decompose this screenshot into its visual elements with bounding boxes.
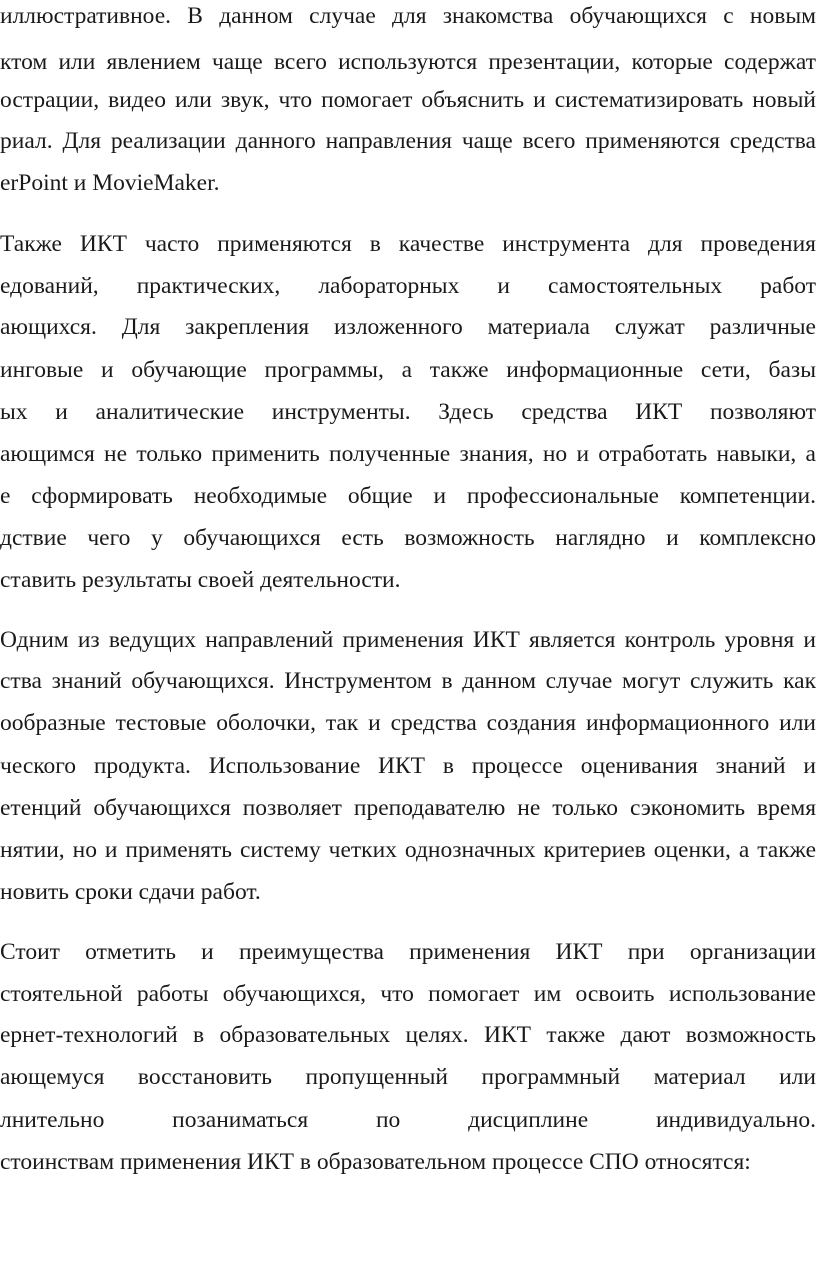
text-line: риал. Для реализации данного направления чаще всего применяются средства [0,128,816,154]
text-line: ернет-технологий в образовательных целях. ИКТ также дают возможность [0,1022,816,1048]
text-line: ых и аналитические инструменты. Здесь средства ИКТ позволяют [0,399,816,425]
text-line: Одним из ведущих направлений применения ИКТ является контроль уровня и [0,627,816,653]
text-line: инговые и обучающие программы, а также информационные сети, базы [0,357,816,383]
text-line: новить сроки сдачи работ. [0,879,261,905]
text-line: ообразные тестовые оболочки, так и средства создания информационного или [0,710,816,736]
text-line: ства знаний обучающихся. Инструментом в данном случае могут служить как [0,668,816,694]
text-line: едований, практических, лабораторных и самостоятельных работ [0,273,816,299]
text-line: Стоит отметить и преимущества применения ИКТ при организации [0,939,816,965]
text-line: лнительно позаниматься по дисциплине индивидуально. [0,1107,816,1133]
text-line: иллюстративное. В данном случае для знакомства обучающихся с новым [0,3,816,29]
text-line: острации, видео или звук, что помогает объяснить и систематизировать новый [0,87,816,113]
text-line: ающихся. Для закрепления изложенного материала служат различные [0,314,816,340]
text-line: ающимся не только применить полученные знания, но и отработать навыки, а [0,441,816,467]
text-line: ктом или явлением чаще всего используются презентации, которые содержат [0,49,816,75]
text-line: дствие чего у обучающихся есть возможность наглядно и комплексно [0,525,816,551]
text-line: ающемуся восстановить пропущенный программный материал или [0,1064,816,1090]
text-line: стоинствам применения ИКТ в образовательном процессе СПО относятся: [0,1149,751,1175]
text-line: нятии, но и применять систему четких однозначных критериев оценки, а также [0,837,816,863]
text-line: стоятельной работы обучающихся, что помогает им освоить использование [0,981,816,1007]
text-line: е сформировать необходимые общие и профессиональные компетенции. [0,483,816,509]
text-line: erPoint и MovieMaker. [0,170,220,196]
text-line: ческого продукта. Использование ИКТ в процессе оценивания знаний и [0,753,816,779]
text-line: ставить результаты своей деятельности. [0,567,401,593]
text-line: етенций обучающихся позволяет преподавателю не только сэкономить время [0,795,816,821]
text-line: Также ИКТ часто применяются в качестве инструмента для проведения [0,231,816,257]
